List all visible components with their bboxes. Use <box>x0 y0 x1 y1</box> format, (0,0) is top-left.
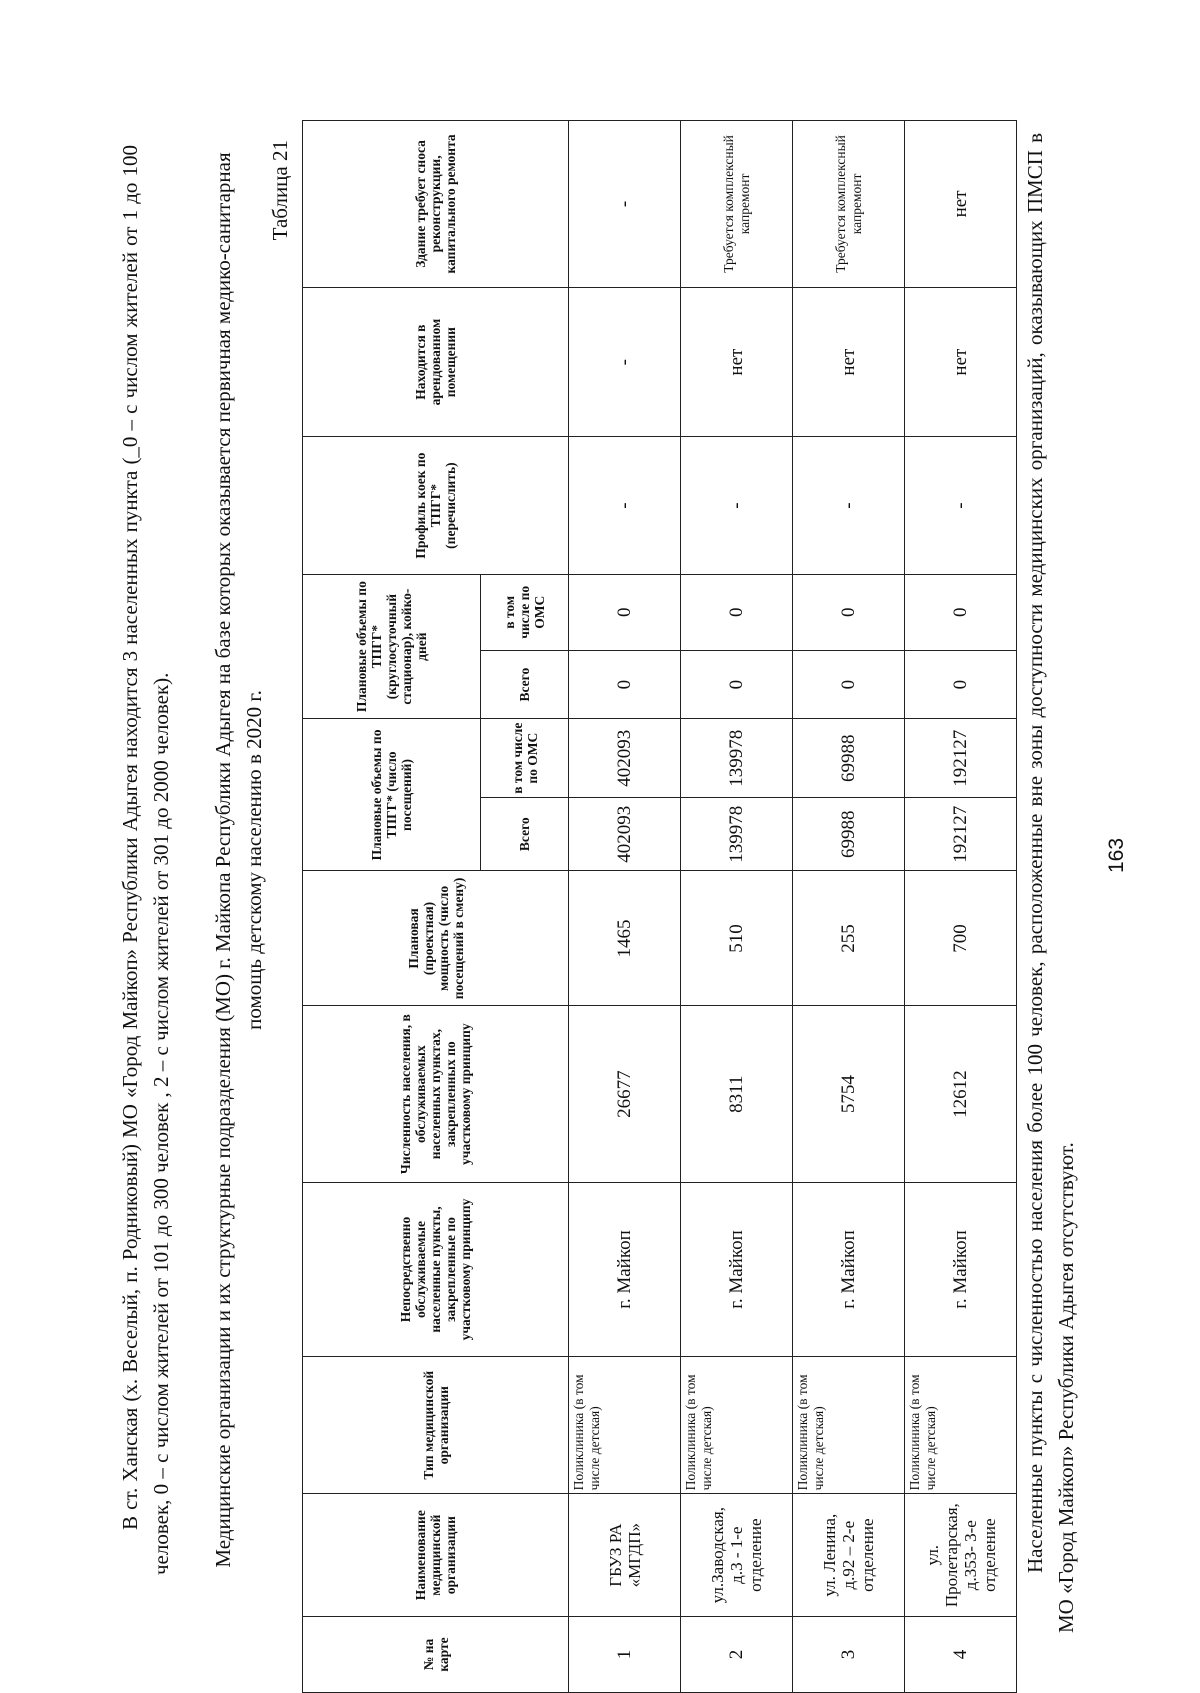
table-row <box>681 121 793 1693</box>
header-visits-oms: в том числе по ОМС <box>481 719 569 797</box>
header-building: Здание требует сноса реконструкции, капитального ремонта <box>303 121 569 288</box>
cell-visits-total: 402093 <box>569 797 681 871</box>
intro-paragraph-2: Медицинские организации и их структурные подразделения (МО) г. Майкопа Республики Адыгея на базе которых оказывается первичная медико-санитарная помощь детскому населению в 2020 г. <box>211 152 266 1568</box>
cell-served: г. Майкоп <box>905 1182 1017 1356</box>
cell-beds-oms: 0 <box>569 574 681 650</box>
cell-beds-oms: 0 <box>681 574 793 650</box>
header-name: Наименование медицинской организации <box>303 1494 569 1617</box>
header-num: № на карте <box>303 1616 569 1692</box>
cell-building: нет <box>905 121 1017 288</box>
table-row <box>793 121 905 1693</box>
cell-rented: нет <box>793 287 905 437</box>
cell-beds-total: 0 <box>905 650 1017 719</box>
header-visits-group: Плановые объемы по ТПГГ* (число посещений) <box>303 719 481 871</box>
cell-capacity: 1465 <box>569 871 681 1006</box>
cell-rented: нет <box>905 287 1017 437</box>
cell-type: Поликлиника (в том числе детская) <box>793 1357 905 1494</box>
cell-capacity: 255 <box>793 871 905 1006</box>
cell-capacity: 510 <box>681 871 793 1006</box>
cell-population: 12612 <box>905 1006 1017 1183</box>
cell-capacity: 700 <box>905 871 1017 1006</box>
cell-served: г. Майкоп <box>681 1182 793 1356</box>
cell-visits-oms: 139978 <box>681 719 793 797</box>
cell-type: Поликлиника (в том числе детская) <box>569 1357 681 1494</box>
cell-visits-total: 139978 <box>681 797 793 871</box>
cell-profile: - <box>793 437 905 574</box>
cell-rented: - <box>569 287 681 437</box>
cell-type: Поликлиника (в том числе детская) <box>681 1357 793 1494</box>
table-label: Таблица 21 <box>268 140 292 241</box>
header-population: Численность населения, в обслуживаемых населенных пунктах, закрепленных по участковому принципу <box>303 1006 569 1183</box>
intro-paragraph-1: В ст. Ханская (х. Веселый, п. Родниковый) МО «Город Майкоп» Республики Адыгея находится 3 населенных пункта (_0 – с числом жителей от 1 до 100 человек, 0 – с числом жителей от 101 до 300 человек , 2 – с числом жителей от 301 до 2000 человек). <box>118 145 173 1575</box>
header-visits-total: Всего <box>481 797 569 871</box>
table-row <box>905 121 1017 1693</box>
header-capacity: Плановая (проектная) мощность (число посещений в смену) <box>303 871 569 1006</box>
header-beds-group: Плановые объемы по ТПГГ* (круглосуточный стационар), койко-дней <box>303 574 481 719</box>
cell-type: Поликлиника (в том числе детская) <box>905 1357 1017 1494</box>
cell-population: 26677 <box>569 1006 681 1183</box>
cell-profile: - <box>681 437 793 574</box>
page-number: 163 <box>1105 837 1128 873</box>
footer-paragraph: Населенные пункты с численностью населения более 100 человек, расположенные вне зоны доступности медицинских организаций, оказывающих ПМСП в МО «Город Майкоп» Республики Адыгея отсутствуют. <box>1023 133 1078 1633</box>
cell-building: Требуется комплексный капремонт <box>793 121 905 288</box>
cell-population: 5754 <box>793 1006 905 1183</box>
cell-name: ГБУЗ РА «МГДП» <box>569 1494 681 1617</box>
cell-name: ул.Заводская, д.3 - 1-е отделение <box>681 1494 793 1617</box>
cell-building: Требуется комплексный капремонт <box>681 121 793 288</box>
cell-beds-total: 0 <box>681 650 793 719</box>
cell-beds-oms: 0 <box>793 574 905 650</box>
cell-visits-total: 192127 <box>905 797 1017 871</box>
cell-beds-total: 0 <box>569 650 681 719</box>
cell-visits-oms: 69988 <box>793 719 905 797</box>
cell-profile: - <box>569 437 681 574</box>
cell-served: г. Майкоп <box>569 1182 681 1356</box>
cell-beds-total: 0 <box>793 650 905 719</box>
header-served: Непосредственно обслуживаемые населенные пункты, закрепленные по участковому принципу <box>303 1182 569 1356</box>
cell-name: ул. Ленина, д.92 – 2-е отделение <box>793 1494 905 1617</box>
cell-served: г. Майкоп <box>793 1182 905 1356</box>
table-row <box>569 121 681 1693</box>
header-beds-oms: в том числе по ОМС <box>481 574 569 650</box>
cell-building: - <box>569 121 681 288</box>
cell-visits-oms: 192127 <box>905 719 1017 797</box>
cell-num: 2 <box>681 1616 793 1692</box>
header-profile: Профиль коек по ТПГГ* (перечислить) <box>303 437 569 574</box>
organizations-table <box>302 120 1017 1693</box>
cell-num: 3 <box>793 1616 905 1692</box>
cell-visits-oms: 402093 <box>569 719 681 797</box>
cell-name: ул. Пролетарская, д.353- 3-е отделение <box>905 1494 1017 1617</box>
cell-profile: - <box>905 437 1017 574</box>
cell-visits-total: 69988 <box>793 797 905 871</box>
cell-num: 1 <box>569 1616 681 1692</box>
cell-beds-oms: 0 <box>905 574 1017 650</box>
header-rented: Находится в арендованном помещении <box>303 287 569 437</box>
header-type: Тип медицинской организации <box>303 1357 569 1494</box>
cell-num: 4 <box>905 1616 1017 1692</box>
cell-population: 8311 <box>681 1006 793 1183</box>
header-beds-total: Всего <box>481 650 569 719</box>
cell-rented: нет <box>681 287 793 437</box>
